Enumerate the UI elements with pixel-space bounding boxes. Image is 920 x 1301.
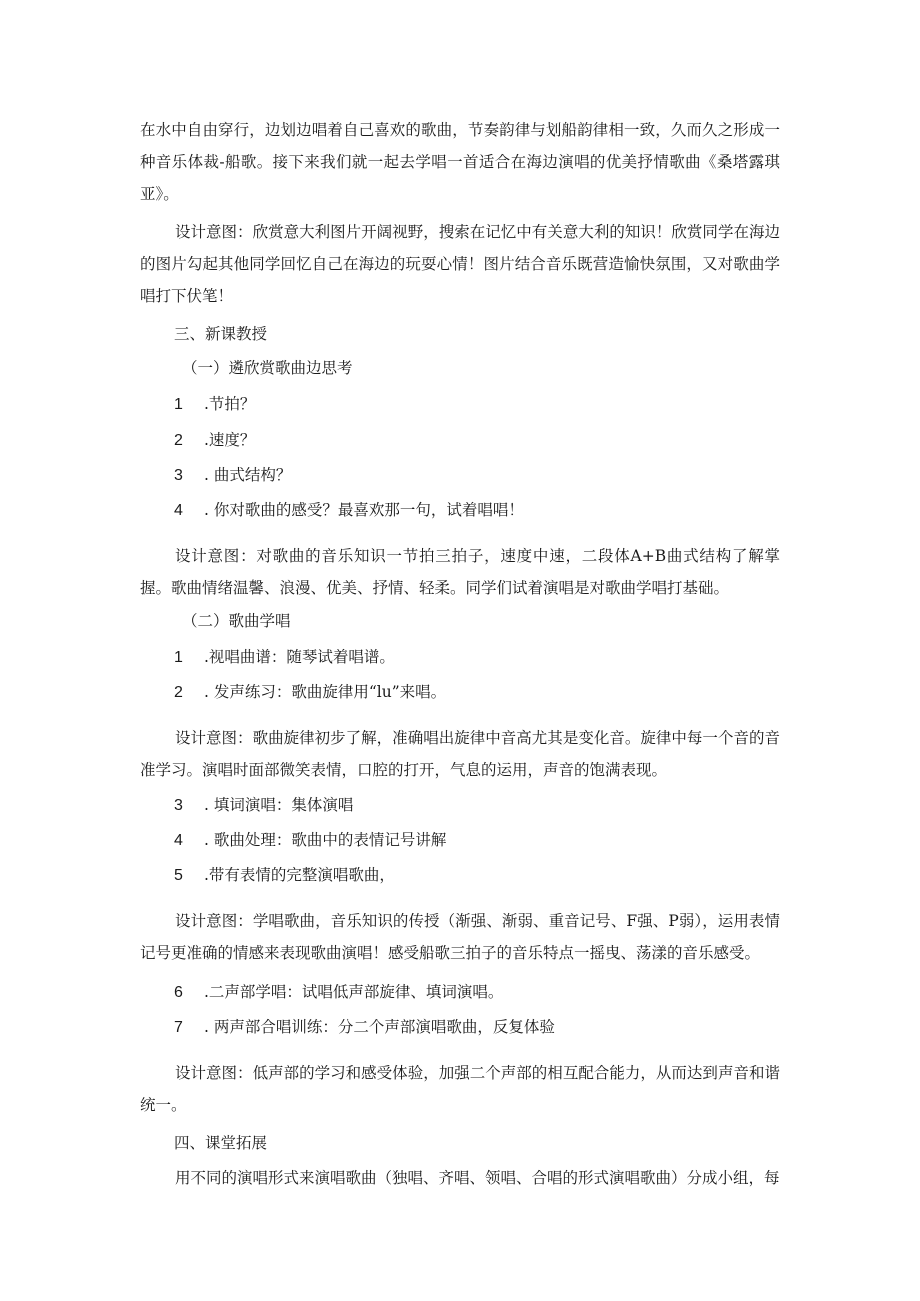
list-number: 7 <box>174 1019 183 1036</box>
paragraph-design-intent-4: 设计意图：学唱歌曲，音乐知识的传授（渐强、渐弱、重音记号、F强、P弱），运用表情记号更准确的情感来表现歌曲演唱！感受船歌三拍子的音乐特点一摇曳、荡漾的音乐感受。 <box>140 912 780 962</box>
list-number: 1 <box>174 649 183 666</box>
list-text: . 两声部合唱训练：分二个声部演唱歌曲，反复体验 <box>204 1018 555 1036</box>
list-item-second-voice <box>174 976 503 1009</box>
list-text: .节拍？ <box>204 395 256 413</box>
heading-class-extension: 四、课堂拓展 <box>174 1134 268 1152</box>
list-text: .视唱曲谱：随琴试着唱谱。 <box>204 648 395 666</box>
list-text: . 发声练习：歌曲旋律用“lu”来唱。 <box>204 683 447 701</box>
list-text: . 填词演唱：集体演唱 <box>204 796 354 814</box>
list-item-chorus-training <box>174 1011 555 1044</box>
list-number: 1 <box>174 396 183 413</box>
list-number: 2 <box>174 684 183 701</box>
list-item-lyrics-singing <box>174 789 353 822</box>
list-number: 5 <box>174 867 183 884</box>
list-text: .带有表情的完整演唱歌曲， <box>204 866 395 884</box>
list-number: 4 <box>174 502 183 519</box>
list-text: .速度？ <box>204 431 256 449</box>
list-text: . 曲式结构？ <box>204 466 292 484</box>
list-item-vocal-practice <box>174 676 446 709</box>
list-number: 6 <box>174 984 183 1001</box>
paragraph-design-intent-1: 设计意图：欣赏意大利图片开阔视野，搜索在记忆中有关意大利的知识！欣赏同学在海边的图片勾起其他同学回忆自己在海边的玩耍心情！图片结合音乐既营造愉快氛围，又对歌曲学唱打下伏笔！ <box>140 223 780 305</box>
paragraph-design-intent-5: 设计意图：低声部的学习和感受体验，加强二个声部的相互配合能力，从而达到声音和谐统一。 <box>140 1064 780 1114</box>
paragraph-design-intent-2: 设计意图：对歌曲的音乐知识一节拍三拍子，速度中速，二段体A+B曲式结构了解掌握。歌曲情绪温馨、浪漫、优美、抒情、轻柔。同学们试着演唱是对歌曲学唱打基础。 <box>140 547 780 597</box>
list-item-structure <box>174 459 291 492</box>
subheading-listen-think: （一）遴欣赏歌曲边思考 <box>182 359 353 377</box>
list-number: 3 <box>174 797 183 814</box>
list-text: . 歌曲处理：歌曲中的表情记号讲解 <box>204 831 447 849</box>
paragraph-extension: 用不同的演唱形式来演唱歌曲（独唱、齐唱、领唱、合唱的形式演唱歌曲）分成小组，每 <box>175 1169 780 1187</box>
list-item-speed <box>174 424 255 457</box>
list-number: 2 <box>174 432 183 449</box>
list-item-sight-singing <box>174 641 395 674</box>
list-item-feeling <box>174 494 524 527</box>
paragraph-intro: 在水中自由穿行，边划边唱着自己喜欢的歌曲，节奏韵律与划船韵律相一致，久而久之形成一种音乐体裁-船歌。接下来我们就一起去学唱一首适合在海边演唱的优美抒情歌曲《桑塔露琪亚》。 <box>140 121 780 203</box>
list-text: . 你对歌曲的感受？最喜欢那一句，试着唱唱！ <box>204 501 524 519</box>
list-text: .二声部学唱：试唱低声部旋律、填词演唱。 <box>204 983 504 1001</box>
list-number: 3 <box>174 467 183 484</box>
heading-new-lesson: 三、新课教授 <box>174 325 268 343</box>
list-item-song-processing <box>174 824 446 857</box>
paragraph-design-intent-3: 设计意图：歌曲旋律初步了解，准确唱出旋律中音高尤其是变化音。旋律中每一个音的音准学习。演唱时面部微笑表情，口腔的打开，气息的运用，声音的饱满表现。 <box>140 729 780 779</box>
list-item-expressive-singing <box>174 859 395 892</box>
subheading-song-learning: （二）歌曲学唱 <box>182 612 291 630</box>
list-number: 4 <box>174 832 183 849</box>
list-item-beat <box>174 388 255 421</box>
